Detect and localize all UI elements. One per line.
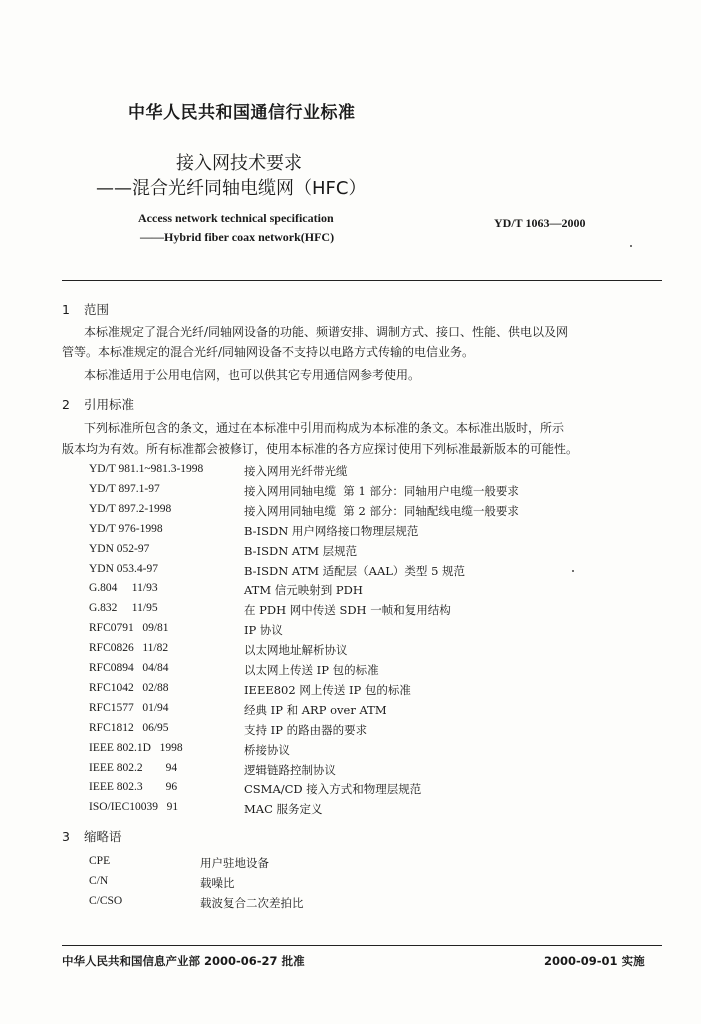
reference-code: RFC1577 01/94 <box>89 702 169 714</box>
reference-title: B-ISDN 用户网络接口物理层规范 <box>244 524 419 538</box>
reference-code: YD/T 897.2-1998 <box>89 503 172 515</box>
reference-code: YD/T 981.1~981.3-1998 <box>89 463 204 475</box>
reference-title: B-ISDN ATM 适配层（AAL）类型 5 规范 <box>244 564 466 578</box>
scope-paragraph-2: 本标准适用于公用电信网，也可以供其它专用通信网参考使用。 <box>84 368 421 382</box>
title-chinese-line1: 接入网技术要求 <box>176 153 302 174</box>
reference-code: RFC0791 09/81 <box>89 622 169 634</box>
reference-title: 接入网用光纤带光缆 <box>244 464 348 478</box>
section-number: 3 <box>62 829 70 844</box>
reference-code: RFC1812 06/95 <box>89 722 169 734</box>
reference-title: 接入网用同轴电缆 第 2 部分：同轴配线电缆一般要求 <box>244 504 519 518</box>
abbreviation-code: C/CSO <box>89 895 123 907</box>
scan-speck <box>630 245 632 247</box>
reference-title: B-ISDN ATM 层规范 <box>244 544 358 558</box>
reference-code: RFC1042 02/88 <box>89 682 169 694</box>
standard-category: 中华人民共和国通信行业标准 <box>128 103 356 123</box>
approval-statement: 中华人民共和国信息产业部 2000-06-27 批准 <box>62 954 305 968</box>
section-title: 缩略语 <box>84 829 122 844</box>
scan-speck <box>572 570 574 572</box>
reference-title: 桥接协议 <box>244 743 290 757</box>
reference-code: IEEE 802.3 96 <box>89 781 178 793</box>
section-references-heading <box>62 395 134 413</box>
reference-title: IP 协议 <box>244 623 283 637</box>
reference-code: IEEE 802.2 94 <box>89 762 178 774</box>
reference-code: YD/T 897.1-97 <box>89 483 160 495</box>
reference-title: ATM 信元映射到 PDH <box>244 583 363 597</box>
header-divider <box>62 280 662 281</box>
reference-code: IEEE 802.1D 1998 <box>89 742 183 754</box>
reference-code: RFC0894 04/84 <box>89 662 169 674</box>
section-title: 范围 <box>84 302 110 317</box>
abbreviation-code: CPE <box>89 855 111 867</box>
section-number: 2 <box>62 397 70 412</box>
reference-code: RFC0826 11/82 <box>89 642 169 654</box>
reference-title: 支持 IP 的路由器的要求 <box>244 723 368 737</box>
reference-code: YDN 052-97 <box>89 543 150 555</box>
reference-code: YD/T 976-1998 <box>89 523 163 535</box>
title-english-line1: Access network technical specification <box>138 211 334 225</box>
scope-paragraph-1-line1: 本标准规定了混合光纤/同轴网设备的功能、频谱安排、调制方式、接口、性能、供电以及网 <box>84 325 569 339</box>
references-intro-line1: 下列标准所包含的条文，通过在本标准中引用而构成为本标准的条文。本标准出版时，所示 <box>84 421 565 435</box>
reference-title: IEEE802 网上传送 IP 包的标准 <box>244 683 411 697</box>
reference-title: 经典 IP 和 ARP over ATM <box>244 703 387 717</box>
abbreviation-code: C/N <box>89 875 109 887</box>
reference-title: 接入网用同轴电缆 第 1 部分：同轴用户电缆一般要求 <box>244 484 519 498</box>
implementation-date: 2000-09-01 实施 <box>544 954 645 968</box>
reference-title: 在 PDH 网中传送 SDH 一帧和复用结构 <box>244 603 451 617</box>
scope-paragraph-1-line2: 管等。本标准规定的混合光纤/同轴网设备不支持以电路方式传输的电信业务。 <box>62 345 475 359</box>
reference-title: MAC 服务定义 <box>244 802 323 816</box>
title-english-line2: ——Hybrid fiber coax network(HFC) <box>140 230 335 244</box>
reference-code: G.804 11/93 <box>89 582 158 594</box>
section-title: 引用标准 <box>84 397 135 412</box>
reference-code: G.832 11/95 <box>89 602 158 614</box>
title-chinese-line2: ——混合光纤同轴电缆网（HFC） <box>96 178 367 199</box>
section-number: 1 <box>62 302 70 317</box>
footer-divider <box>62 945 662 946</box>
reference-code: YDN 053.4-97 <box>89 563 158 575</box>
references-intro-line2: 版本均为有效。所有标准都会被修订，使用本标准的各方应探讨使用下列标准最新版本的可能性。 <box>62 442 579 456</box>
reference-title: 逻辑链路控制协议 <box>244 763 336 777</box>
reference-code: ISO/IEC10039 91 <box>89 801 179 813</box>
abbreviation-definition: 载噪比 <box>200 876 235 890</box>
abbreviation-definition: 载波复合二次差拍比 <box>200 896 304 910</box>
reference-title: 以太网上传送 IP 包的标准 <box>244 663 379 677</box>
section-abbreviations-heading <box>62 827 122 845</box>
abbreviation-definition: 用户驻地设备 <box>200 856 269 870</box>
reference-title: CSMA/CD 接入方式和物理层规范 <box>244 782 422 796</box>
document-number: YD/T 1063—2000 <box>494 216 586 230</box>
reference-title: 以太网地址解析协议 <box>244 643 348 657</box>
section-scope-heading <box>62 300 109 318</box>
